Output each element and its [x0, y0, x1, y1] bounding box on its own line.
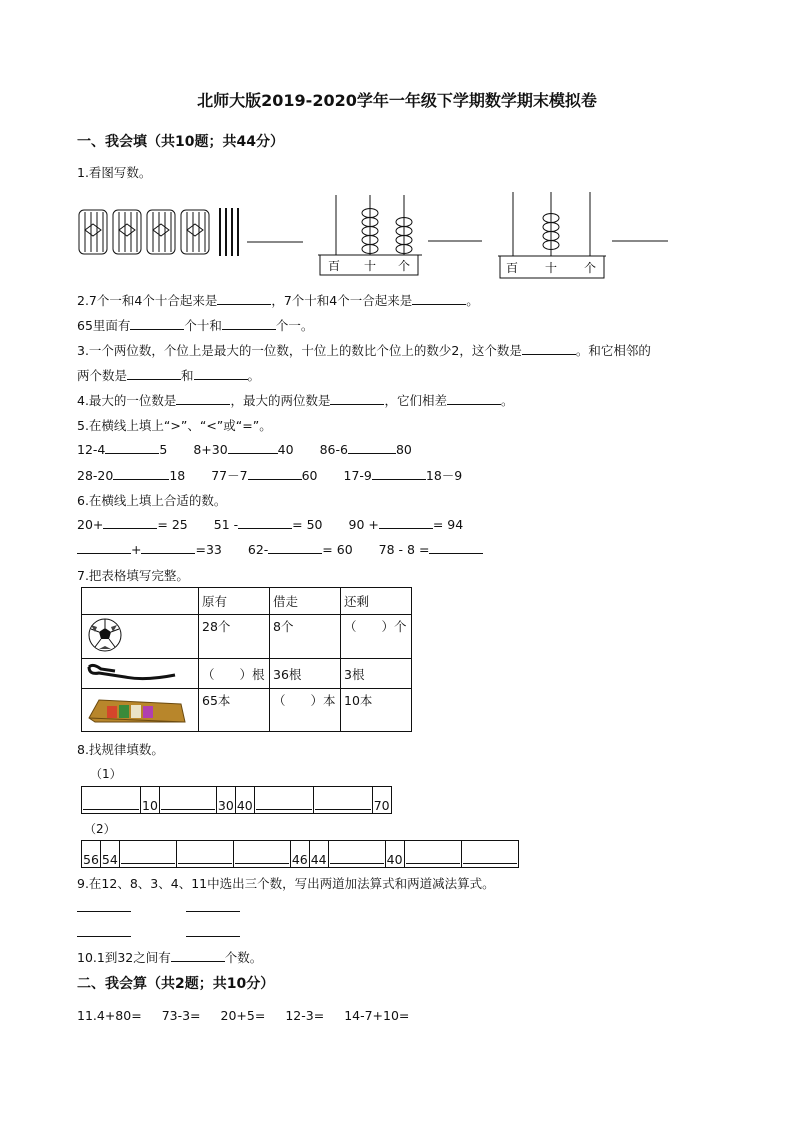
- q2-text: 2.7个一和4个十合起来是: [77, 293, 218, 308]
- table-row: [82, 615, 412, 659]
- q2-text: ，7个十和4个一合起来是: [271, 293, 413, 308]
- sequence-blank-cell[interactable]: [404, 841, 461, 868]
- table-cell-blank[interactable]: （ ）本: [270, 689, 341, 732]
- answer-blank[interactable]: [217, 292, 271, 305]
- q10-text: 10.1到32之间有: [77, 950, 171, 965]
- table-row: [82, 689, 412, 732]
- abacus-label: 百: [328, 259, 341, 273]
- q2-text: 个十和: [184, 318, 222, 333]
- sequence-cell: 40: [385, 841, 404, 868]
- answer-blank[interactable]: [268, 541, 322, 554]
- answer-blank[interactable]: [186, 924, 240, 937]
- compare-expr: 18－9: [425, 468, 463, 483]
- sequence-cell: 54: [100, 841, 119, 868]
- equation-part: = 60: [322, 542, 353, 557]
- q2-text: 个一。: [275, 318, 314, 333]
- equation-part: +: [131, 542, 142, 557]
- compare-blank[interactable]: [372, 467, 426, 480]
- q1-text: 1.看图写数。: [77, 165, 152, 180]
- q6-row-1: [77, 516, 463, 532]
- compare-expr: 77－7: [211, 468, 248, 483]
- q2-text: 。: [466, 293, 479, 308]
- sequence-cell: 56: [82, 841, 101, 868]
- row-icon-cell: [82, 689, 199, 732]
- stick-bundle-icon: [79, 210, 107, 254]
- calc-item: 14-7+10=: [344, 1008, 410, 1023]
- table-row: [82, 659, 412, 689]
- q2-line-2: [77, 316, 313, 334]
- answer-blank[interactable]: [186, 899, 240, 912]
- q9-text: 9.在12、8、3、4、11中选出三个数，写出两道加法算式和两道减法算式。: [77, 876, 495, 891]
- sequence-table-1: [81, 786, 392, 814]
- sequence-table-2: [81, 840, 519, 868]
- equation-part: 51 -: [213, 517, 239, 532]
- q11-line: [77, 1008, 409, 1023]
- sequence-cell: 46: [290, 841, 309, 868]
- q8-part2-label: （2）: [84, 822, 116, 836]
- table-cell-blank[interactable]: （ ）根: [199, 659, 270, 689]
- single-sticks-icon: [220, 208, 238, 256]
- q3-text: 。: [247, 368, 261, 383]
- table-cell: 10本: [341, 689, 412, 732]
- table-cell: 28个: [199, 615, 270, 659]
- calc-item: 73-3=: [161, 1008, 201, 1023]
- q3-text: 和: [181, 368, 194, 383]
- answer-blank[interactable]: [103, 516, 157, 529]
- compare-blank[interactable]: [105, 441, 159, 454]
- answer-blank[interactable]: [330, 392, 384, 405]
- q5-row-1: [77, 441, 412, 457]
- answer-blank[interactable]: [171, 949, 225, 962]
- answer-blank[interactable]: [238, 516, 292, 529]
- answer-blank[interactable]: [77, 924, 131, 937]
- answer-blank[interactable]: [379, 516, 433, 529]
- q8-part1-label: （1）: [90, 767, 122, 781]
- sequence-cell: 70: [372, 787, 391, 814]
- table-header: 还剩: [341, 588, 412, 615]
- compare-expr: 12-4: [77, 442, 106, 457]
- table-cell: 65本: [199, 689, 270, 732]
- equation-part: = 50: [292, 517, 323, 532]
- table-header-row: [82, 588, 412, 615]
- compare-expr: 8+30: [193, 442, 228, 457]
- answer-blank[interactable]: [176, 392, 230, 405]
- section-2-heading: 二、我会算（共2题；共10分）: [77, 976, 275, 992]
- sequence-cell: 40: [235, 787, 254, 814]
- answer-blank[interactable]: [77, 899, 131, 912]
- table-header: 原有: [199, 588, 270, 615]
- abacus-figure-1: [318, 193, 488, 279]
- q4-text: ，它们相差: [384, 393, 447, 408]
- abacus-label: 个: [584, 261, 597, 275]
- answer-blank[interactable]: [127, 367, 181, 380]
- q8-text: 8.找规律填数。: [77, 742, 164, 757]
- q4-text: ，最大的两位数是: [230, 393, 331, 408]
- sequence-blank-cell[interactable]: [313, 787, 372, 814]
- equation-part: 20+: [77, 517, 104, 532]
- q7-text: 7.把表格填写完整。: [77, 568, 189, 583]
- compare-expr: 18: [169, 468, 186, 483]
- abacus-label: 个: [398, 259, 411, 273]
- table-cell: 36根: [270, 659, 341, 689]
- q4-text: 。: [500, 393, 514, 408]
- q3-text: 两个数是: [77, 368, 128, 383]
- equation-part: =33: [195, 542, 222, 557]
- table-cell: 8个: [270, 615, 341, 659]
- equation-part: 78 - 8 =: [378, 542, 430, 557]
- sequence-blank-cell[interactable]: [461, 841, 518, 868]
- sequence-blank-cell[interactable]: [233, 841, 290, 868]
- stick-bundle-icon: [147, 210, 175, 254]
- sequence-blank-cell[interactable]: [119, 841, 176, 868]
- compare-expr: 80: [395, 442, 412, 457]
- page-title: 北师大版2019-2020学年一年级下学期数学期末模拟卷: [197, 91, 597, 110]
- q2-line-1: [77, 291, 479, 309]
- table-corner-cell: [82, 588, 199, 615]
- compare-blank[interactable]: [113, 467, 169, 480]
- compare-expr: 28-20: [77, 468, 114, 483]
- bundles-of-sticks-figure: [77, 200, 307, 260]
- jump-rope-icon: [85, 661, 185, 683]
- sequence-blank-cell[interactable]: [159, 787, 216, 814]
- stick-bundle-icon: [181, 210, 209, 254]
- q5-text: 5.在横线上填上“>”、“<”或“=”。: [77, 418, 272, 433]
- answer-blank[interactable]: [222, 317, 276, 330]
- abacus-label: 百: [506, 261, 519, 275]
- answer-blank[interactable]: [77, 541, 131, 554]
- sequence-blank-cell[interactable]: [176, 841, 233, 868]
- answer-blank[interactable]: [429, 541, 483, 554]
- table-header: 借走: [270, 588, 341, 615]
- q6-row-2: [77, 541, 483, 557]
- q3-line-2: [77, 366, 260, 384]
- sequence-cell: 44: [309, 841, 328, 868]
- q3-text: 3.一个两位数，个位上是最大的一位数，十位上的数比个位上的数少2，这个数是: [77, 343, 522, 358]
- abacus-label: 十: [545, 261, 558, 275]
- compare-expr: 86-6: [319, 442, 348, 457]
- soccer-ball-icon: [85, 617, 125, 653]
- q10-text: 个数。: [224, 950, 263, 965]
- equation-part: 90 +: [348, 517, 379, 532]
- section-1-heading: 一、我会填（共10题；共44分）: [77, 134, 284, 150]
- abacus-figure-2: [498, 190, 672, 282]
- compare-expr: 40: [277, 442, 294, 457]
- table-cell: 3根: [341, 659, 412, 689]
- calc-item: 12-3=: [285, 1008, 325, 1023]
- sequence-blank-cell[interactable]: [82, 787, 141, 814]
- q3-text: 。和它相邻的: [575, 343, 651, 358]
- q10-line: [77, 948, 262, 966]
- compare-blank[interactable]: [248, 467, 302, 480]
- compare-expr: 17-9: [343, 468, 372, 483]
- sequence-blank-cell[interactable]: [328, 841, 385, 868]
- compare-blank[interactable]: [228, 441, 278, 454]
- borrow-table: [81, 587, 412, 732]
- q3-line-1: [77, 341, 651, 359]
- sequence-blank-cell[interactable]: [254, 787, 313, 814]
- book-shelf-icon: [85, 692, 189, 726]
- answer-blank[interactable]: [447, 392, 501, 405]
- answer-blank[interactable]: [412, 292, 466, 305]
- answer-blank[interactable]: [141, 541, 195, 554]
- equation-part: = 94: [432, 517, 464, 532]
- answer-blank[interactable]: [194, 367, 248, 380]
- equation-part: = 25: [157, 517, 188, 532]
- stick-bundle-icon: [113, 210, 141, 254]
- calc-item: 20+5=: [220, 1008, 266, 1023]
- answer-blank[interactable]: [130, 317, 184, 330]
- row-icon-cell: [82, 615, 199, 659]
- q4-text: 4.最大的一位数是: [77, 393, 177, 408]
- table-cell-blank[interactable]: （ ）个: [341, 615, 412, 659]
- sequence-cell: 10: [141, 787, 160, 814]
- compare-expr: 5: [159, 442, 168, 457]
- compare-expr: 60: [301, 468, 318, 483]
- q2-text: 65里面有: [77, 318, 131, 333]
- q6-text: 6.在横线上填上合适的数。: [77, 493, 227, 508]
- sequence-cell: 30: [216, 787, 235, 814]
- row-icon-cell: [82, 659, 199, 689]
- compare-blank[interactable]: [348, 441, 396, 454]
- q5-row-2: [77, 466, 462, 484]
- equation-part: 62-: [247, 542, 269, 557]
- q4-line: [77, 391, 513, 409]
- calc-item: 11.4+80=: [77, 1008, 142, 1023]
- abacus-label: 十: [364, 259, 377, 273]
- answer-blank[interactable]: [522, 342, 576, 355]
